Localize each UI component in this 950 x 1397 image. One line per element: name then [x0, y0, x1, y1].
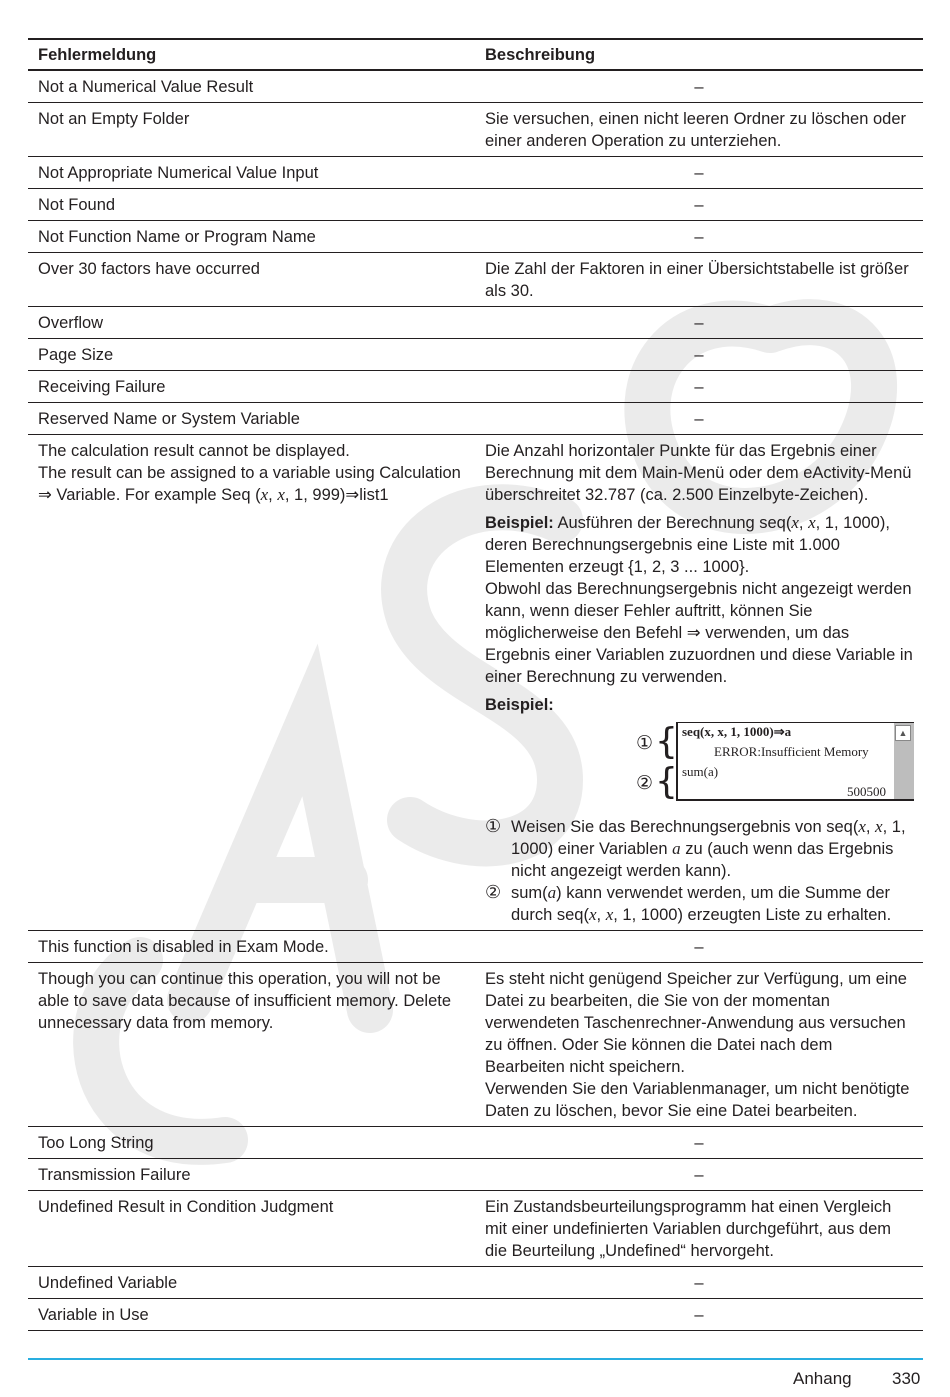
note-1: [485, 816, 913, 882]
calc-msg-text: , 1, 999)⇒list1: [284, 486, 389, 504]
table-row: [28, 253, 923, 307]
math-a: a: [672, 839, 681, 858]
note-text: sum(: [511, 884, 548, 902]
screen-line-3: sum(a): [682, 764, 719, 779]
scroll-up-arrow-icon: ▲: [895, 725, 911, 741]
error-message: Not Function Name or Program Name: [28, 221, 475, 253]
separator: ,: [865, 818, 876, 836]
error-message: Transmission Failure: [28, 1159, 475, 1191]
note-text: zu (auch wenn das Ergebnis nicht angezeigt werden kann).: [511, 840, 894, 880]
note-text: , 1, 1000) einer Variablen: [511, 818, 906, 858]
calc-msg-line1: The calculation result cannot be displayed.: [38, 442, 350, 460]
math-x: x: [808, 513, 816, 532]
error-description: –: [475, 157, 923, 189]
table-row: [28, 1159, 923, 1191]
error-message: Reserved Name or System Variable: [28, 403, 475, 435]
calculator-screen-example: [485, 722, 913, 806]
desc-paragraph: Die Anzahl horizontaler Punkte für das Ergebnis einer Berechnung mit dem Main-Menü oder dem eActivity-Menü überschreitet 32.787 (ca. 2.500 Einzelbyte-Zeichen).: [485, 442, 912, 504]
error-message: This function is disabled in Exam Mode.: [28, 931, 475, 963]
error-message-table: [28, 38, 923, 1331]
error-message: Page Size: [28, 339, 475, 371]
error-description: –: [475, 1127, 923, 1159]
error-description: –: [475, 1159, 923, 1191]
header-beschreibung: Beschreibung: [475, 39, 923, 70]
math-x: x: [791, 513, 799, 532]
error-description: Ein Zustandsbeurteilungsprogramm hat einen Vergleich mit einer undefinierten Variablen durchgeführt, aus dem die Beurteilung „Undefined“ hervorgeht.: [475, 1191, 923, 1267]
error-description: –: [475, 931, 923, 963]
note-text: Weisen Sie das Berechnungsergebnis von seq(: [511, 818, 859, 836]
brace-icon: {: [655, 761, 678, 802]
error-description: Die Zahl der Faktoren in einer Übersichtstabelle ist größer als 30.: [475, 253, 923, 307]
math-x: x: [588, 905, 597, 924]
math-x: x: [858, 817, 866, 836]
error-message: Undefined Variable: [28, 1267, 475, 1299]
desc-paragraph: Obwohl das Berechnungsergebnis nicht angezeigt werden kann, wenn dieser Fehler auftritt, können Sie möglicherweise den Befehl ⇒ verwenden, um das Ergebnis einer Variablen zuzuordnen und diese Variable in einer Berechnung zu verwenden.: [485, 580, 913, 686]
table-row: [28, 221, 923, 253]
table-row: [28, 1299, 923, 1331]
error-message: Undefined Result in Condition Judgment: [28, 1191, 475, 1267]
error-description: –: [475, 307, 923, 339]
separator: ,: [596, 906, 606, 924]
header-fehlermeldung: Fehlermeldung: [28, 39, 475, 70]
table-row: [28, 1267, 923, 1299]
marker-2: ②: [485, 882, 502, 903]
error-message: [28, 435, 475, 931]
error-message: Variable in Use: [28, 1299, 475, 1331]
page-number: 330: [892, 1369, 921, 1388]
desc-paragraph: Es steht nicht genügend Speicher zur Verfügung, um eine Datei zu bearbeiten, die Sie von der momentan verwendeten Taschenrechner-Anwendung aus versuchen zu öffnen. Oder Sie können die Datei nach dem Bearbeiten nicht speichern.: [485, 970, 907, 1076]
table-header-row: [28, 39, 923, 70]
marker-1: ①: [485, 816, 502, 837]
footer-section: Anhang: [793, 1369, 852, 1388]
screen-scrollbar: [894, 723, 914, 799]
math-x: x: [605, 905, 614, 924]
error-description: –: [475, 339, 923, 371]
desc-text: , 1, 1000), deren Berechnungsergebnis eine Liste mit 1.000 Elementen erzeugt {1, 2, 3 ... 1000}.: [485, 514, 890, 576]
table-row: [28, 931, 923, 963]
math-a: a: [547, 883, 557, 902]
table-row-calculation-result: [28, 435, 923, 931]
table-row: [28, 963, 923, 1127]
error-message: Too Long String: [28, 1127, 475, 1159]
error-message: Over 30 factors have occurred: [28, 253, 475, 307]
desc-text: Ausführen der Berechnung seq(: [553, 514, 792, 532]
error-description: –: [475, 403, 923, 435]
marker-1: ①: [636, 732, 654, 754]
error-description: Sie versuchen, einen nicht leeren Ordner zu löschen oder einer anderen Operation zu unterziehen.: [475, 103, 923, 157]
table-row: [28, 103, 923, 157]
example-label: Beispiel:: [485, 696, 554, 714]
table-row: [28, 1127, 923, 1159]
error-message: Not Appropriate Numerical Value Input: [28, 157, 475, 189]
separator: ,: [268, 486, 278, 504]
note-text: ) kann verwendet werden, um die Summe der durch seq(: [511, 884, 890, 924]
table-row: [28, 157, 923, 189]
error-description: [475, 963, 923, 1127]
table-row: [28, 339, 923, 371]
error-description: –: [475, 221, 923, 253]
table-row: [28, 403, 923, 435]
error-description: –: [475, 1267, 923, 1299]
error-message: Though you can continue this operation, you will not be able to save data because of insufficient memory. Delete unnecessary data from memory.: [28, 963, 475, 1127]
desc-example-paragraph: [485, 512, 913, 578]
footer-divider: [28, 1358, 923, 1360]
table-row: [28, 70, 923, 103]
error-description: [475, 435, 923, 931]
math-x: x: [260, 485, 269, 504]
error-message: Overflow: [28, 307, 475, 339]
example-label: Beispiel:: [485, 514, 554, 532]
calc-msg-line2: [38, 462, 465, 506]
screen-line-1: seq(x, x, 1, 1000)⇒a: [682, 724, 792, 739]
math-x: x: [277, 485, 285, 504]
separator: ,: [798, 514, 809, 532]
table-row: [28, 371, 923, 403]
desc-paragraph: Verwenden Sie den Variablenmanager, um nicht benötigte Daten zu löschen, bevor Sie eine Datei bearbeiten.: [485, 1080, 910, 1120]
error-message: Not an Empty Folder: [28, 103, 475, 157]
note-text: , 1, 1000) erzeugten Liste zu erhalten.: [613, 906, 892, 924]
table-row: [28, 307, 923, 339]
error-message: Receiving Failure: [28, 371, 475, 403]
error-message: Not Found: [28, 189, 475, 221]
error-description: –: [475, 189, 923, 221]
calculator-display: [676, 722, 914, 801]
table-row: [28, 1191, 923, 1267]
error-description: –: [475, 371, 923, 403]
math-x: x: [875, 817, 883, 836]
screen-line-4: 500500: [847, 784, 886, 799]
marker-2: ②: [636, 772, 654, 794]
screen-line-2: ERROR:Insufficient Memory: [714, 744, 869, 759]
error-description: –: [475, 70, 923, 103]
error-message: Not a Numerical Value Result: [28, 70, 475, 103]
note-2: [485, 882, 913, 926]
error-message-table-page: [28, 38, 923, 1331]
table-row: [28, 189, 923, 221]
error-description: –: [475, 1299, 923, 1331]
calc-msg-text: The result can be assigned to a variable using Calculation ⇒ Variable. For example Seq (: [38, 464, 461, 504]
brace-icon: {: [655, 721, 678, 762]
